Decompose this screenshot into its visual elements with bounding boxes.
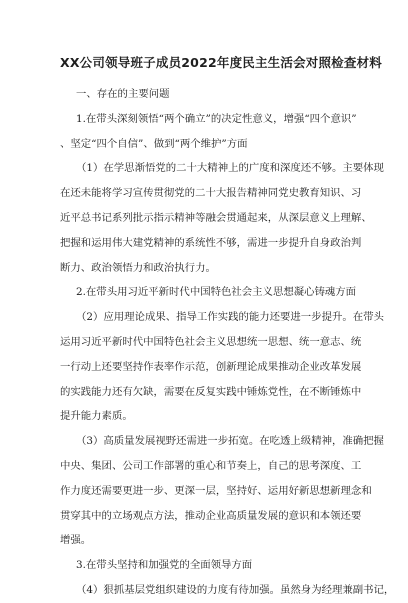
document-body bbox=[60, 82, 395, 603]
document-title: XX公司领导班子成员2022年度民主生活会对照检查材料 bbox=[60, 55, 382, 70]
text-line: 、坚定“四个自信”、做到“两个维护”方面 bbox=[60, 137, 248, 150]
text-line: （2）应用理论成果、指导工作实践的能力还要进一步提升。在带头 bbox=[76, 311, 384, 324]
text-line: 在还未能将学习宣传贯彻党的二十大报告精神同党史教育知识、习 bbox=[60, 187, 362, 200]
text-line: 增强。 bbox=[60, 534, 92, 547]
text-line: 作力度还需要更进一步、更深一层，坚持好、运用好新思想新理念和 bbox=[60, 484, 372, 497]
text-line: （3）高质量发展视野还需进一步拓宽。在吃透上级精神，准确把握 bbox=[76, 435, 384, 448]
text-line: 3.在带头坚持和加强党的全面领导方面 bbox=[76, 559, 253, 572]
text-line: 断力、政治领悟力和政治执行力。 bbox=[60, 261, 216, 274]
text-line: 的实践能力还有欠缺，需要在反复实践中锤炼党性，在不断锤炼中 bbox=[60, 385, 362, 398]
text-line: 中央、集团、公司工作部署的重心和节奏上，自己的思考深度、工 bbox=[60, 459, 362, 472]
text-line: （1）在学思渐悟党的二十大精神上的广度和深度还不够。主要体现 bbox=[76, 162, 384, 175]
text-line: 一行动上还要坚持作表率作示范，创新理论成果推动企业改革发展 bbox=[60, 360, 362, 373]
text-line: 一、存在的主要问题 bbox=[76, 88, 170, 100]
text-line: 贯穿其中的立场观点方法，推动企业高质量发展的意识和本领还要 bbox=[60, 509, 362, 522]
text-line: 1.在带头深刻领悟“两个确立”的决定性意义，增强“四个意识” bbox=[76, 112, 357, 125]
text-line: （4）狠抓基层党组织建设的力度有待加强。虽然身为经理兼副书记， bbox=[76, 583, 395, 596]
text-line: 把握和运用伟大建党精神的系统性不够，需进一步提升自身政治判 bbox=[60, 236, 362, 249]
text-line: 运用习近平新时代中国特色社会主义思想统一思想、统一意志、统 bbox=[60, 335, 362, 348]
text-line: 2.在带头用习近平新时代中国特色社会主义思想凝心铸魂方面 bbox=[76, 286, 357, 299]
text-line: 提升能力素质。 bbox=[60, 410, 133, 423]
text-line: 近平总书记系列批示指示精神等融会贯通起来，从深层意义上理解、 bbox=[60, 211, 372, 224]
